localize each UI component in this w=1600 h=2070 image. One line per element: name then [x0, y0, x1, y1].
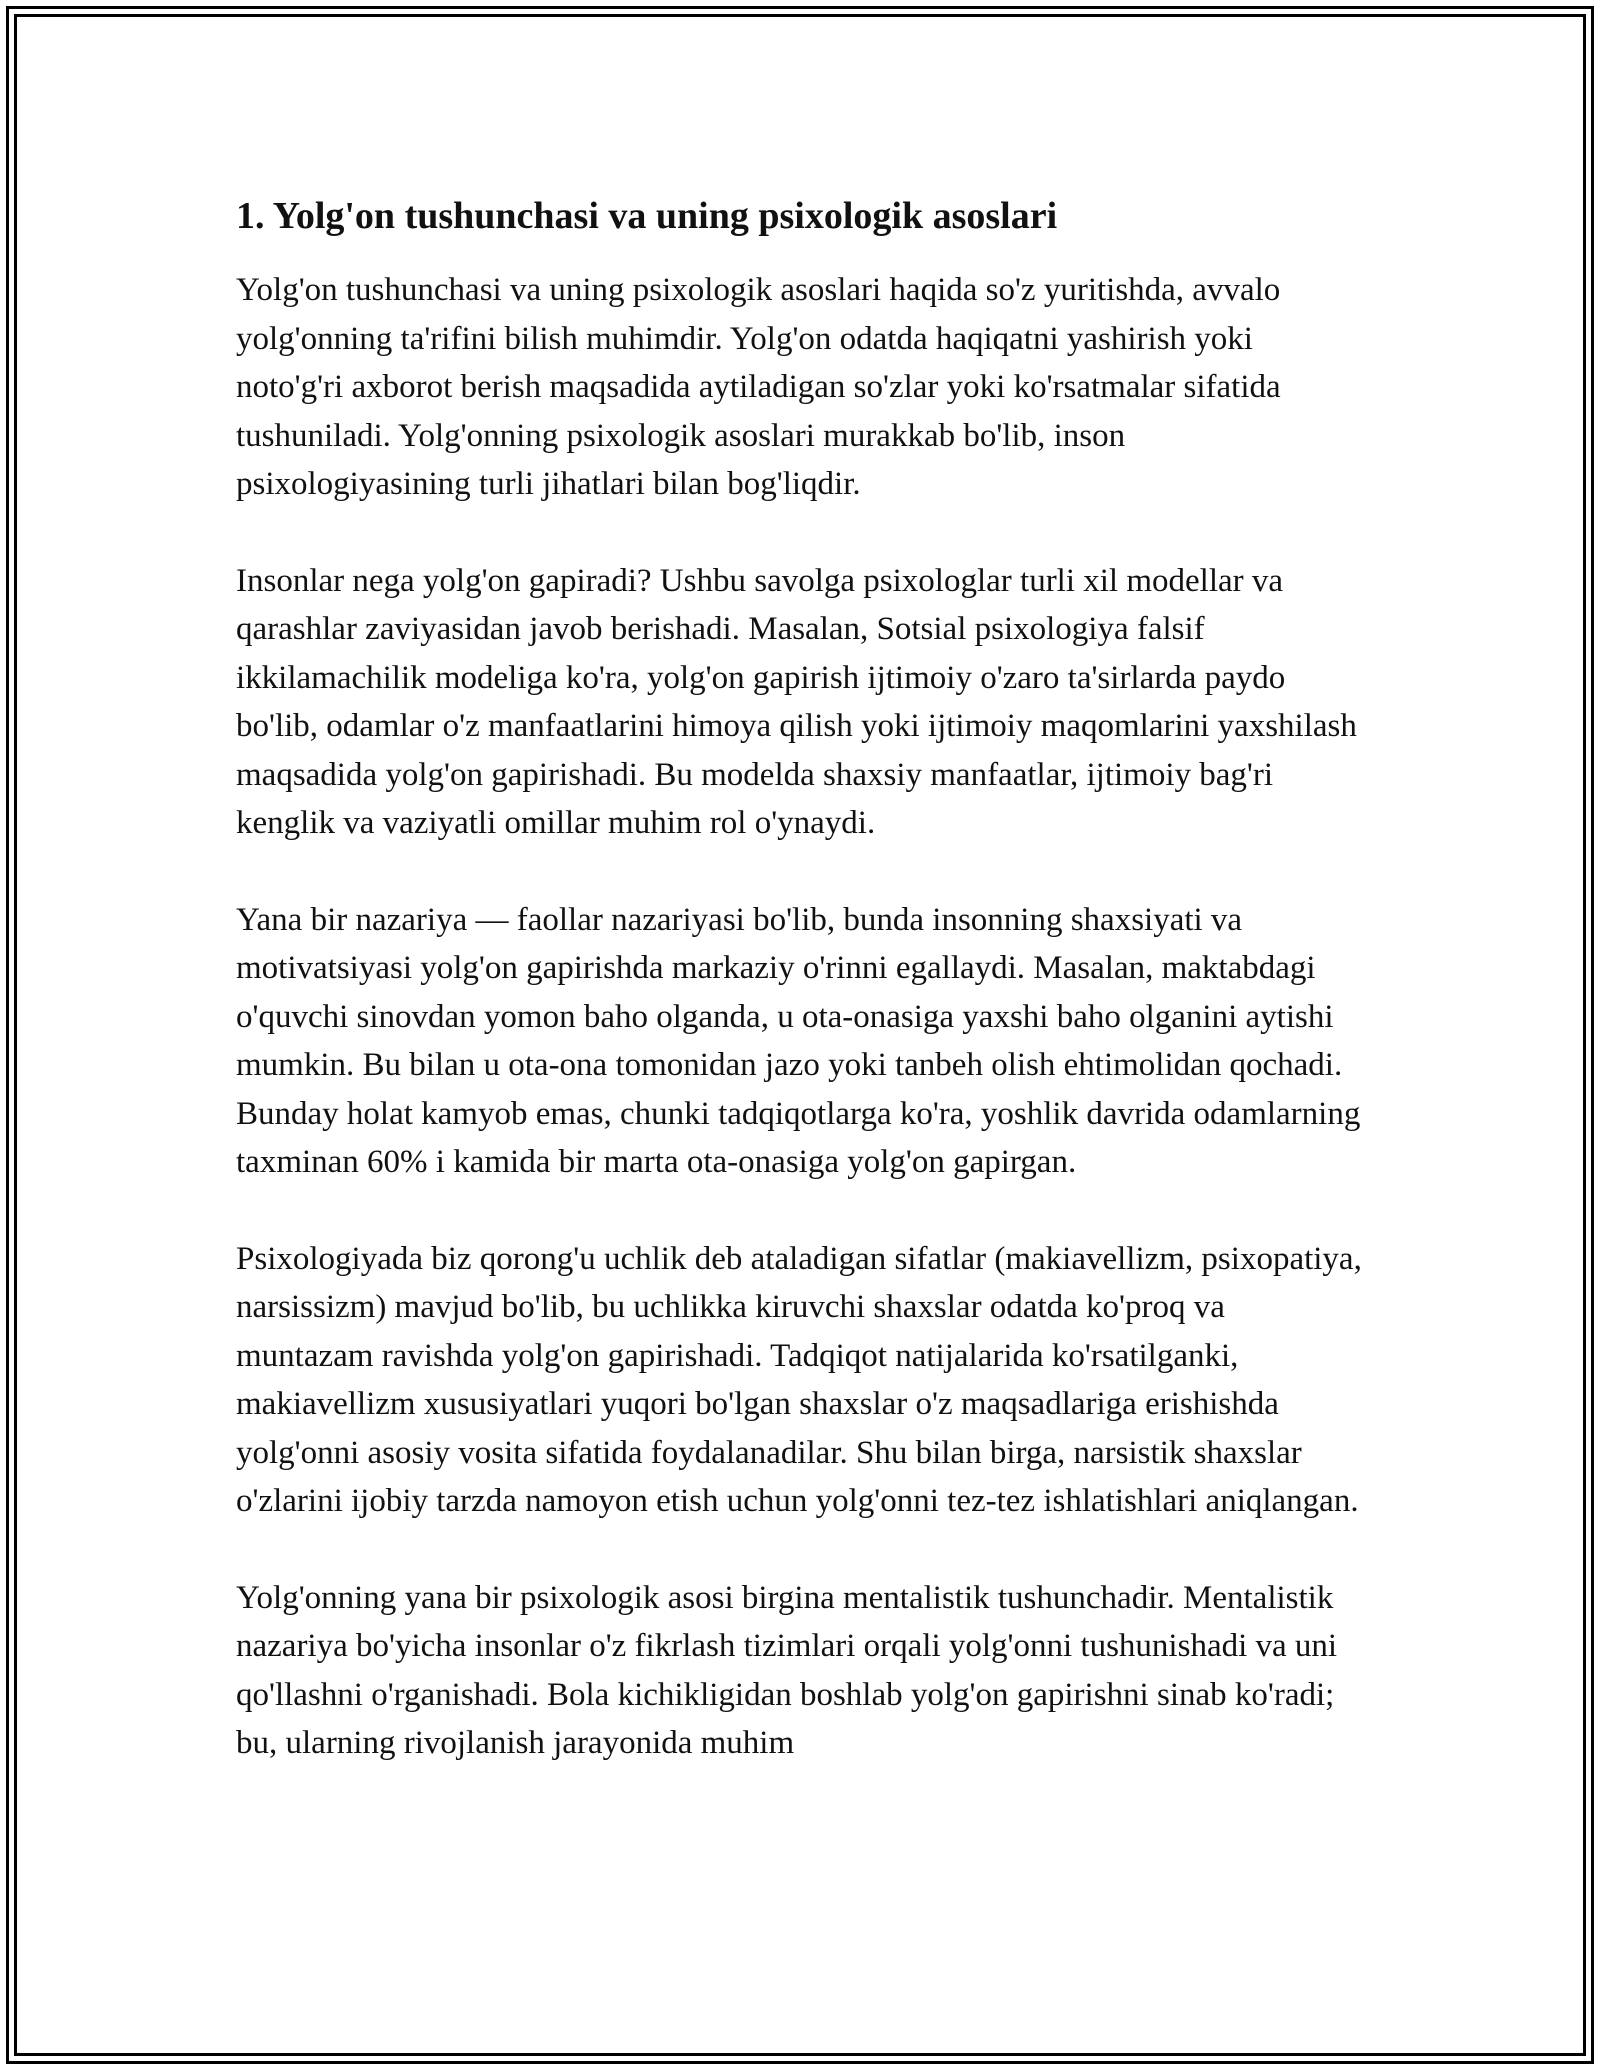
paragraph-definition: Yolg'on tushunchasi va uning psixologik asoslari haqida so'z yuritishda, avvalo yolg'onning ta'rifini bilish muhimdir. Yolg'on odatda haqiqatni yashirish yoki noto'g'ri axborot berish maqsadida aytiladigan so'zlar yoki ko'rsatmalar sifatida tushuniladi. Yolg'onning psixologik asoslari murakkab bo'lib, inson psixologiyasining turli jihatlari bilan bog'liqdir.	[236, 272, 1281, 502]
document-body	[236, 190, 1366, 1816]
paragraph-mentalistic: Yolg'onning yana bir psixologik asosi birgina mentalistik tushunchadir. Mentalistik nazariya bo'yicha insonlar o'z fikrlash tizimlari orqali yolg'onni tushunishadi va uni qo'llashni o'rganishadi. Bola kichikligidan boshlab yolg'on gapirishni sinab ko'radi; bu, ularning rivojlanish jarayonida muhim	[236, 1579, 1338, 1761]
paragraph-activist-theory: Yana bir nazariya — faollar nazariyasi bo'lib, bunda insonning shaxsiyati va motivatsiyasi yolg'on gapirishda markaziy o'rinni egallaydi. Masalan, maktabdagi o'quvchi sinovdan yomon baho olganda, u ota-onasiga yaxshi baho olganini aytishi mumkin. Bu bilan u ota-ona tomonidan jazo yoki tanbeh olish ehtimolidan qochadi. Bunday holat kamyob emas, chunki tadqiqotlarga ko'ra, yoshlik davrida odamlarning taxminan 60% i kamida bir marta ota-onasiga yolg'on gapirgan.	[236, 901, 1361, 1180]
section-heading: 1. Yolg'on tushunchasi va uning psixologik asoslari	[236, 195, 1058, 237]
paragraph-why-people-lie: Insonlar nega yolg'on gapiradi? Ushbu savolga psixologlar turli xil modellar va qarashlar zaviyasidan javob berishadi. Masalan, Sotsial psixologiya falsif ikkilamachilik modeliga ko'ra, yolg'on gapirish ijtimoiy o'zaro ta'sirlarda paydo bo'lib, odamlar o'z manfaatlarini himoya qilish yoki ijtimoiy maqomlarini yaxshilash maqsadida yolg'on gapirishadi. Bu modelda shaxsiy manfaatlar, ijtimoiy bag'ri kenglik va vaziyatli omillar muhim rol o'ynaydi.	[236, 562, 1357, 841]
paragraph-dark-triad: Psixologiyada biz qorong'u uchlik deb ataladigan sifatlar (makiavellizm, psixopatiya, narsissizm) mavjud bo'lib, bu uchlikka kiruvchi shaxslar odatda ko'proq va muntazam ravishda yolg'on gapirishadi. Tadqiqot natijalarida ko'rsatilganki, makiavellizm xususiyatlari yuqori bo'lgan shaxslar o'z maqsadlariga erishishda yolg'onni asosiy vosita sifatida foydalanadilar. Shu bilan birga, narsistik shaxslar o'zlarini ijobiy tarzda namoyon etish uchun yolg'onni tez-tez ishlatishlari aniqlangan.	[236, 1240, 1362, 1519]
